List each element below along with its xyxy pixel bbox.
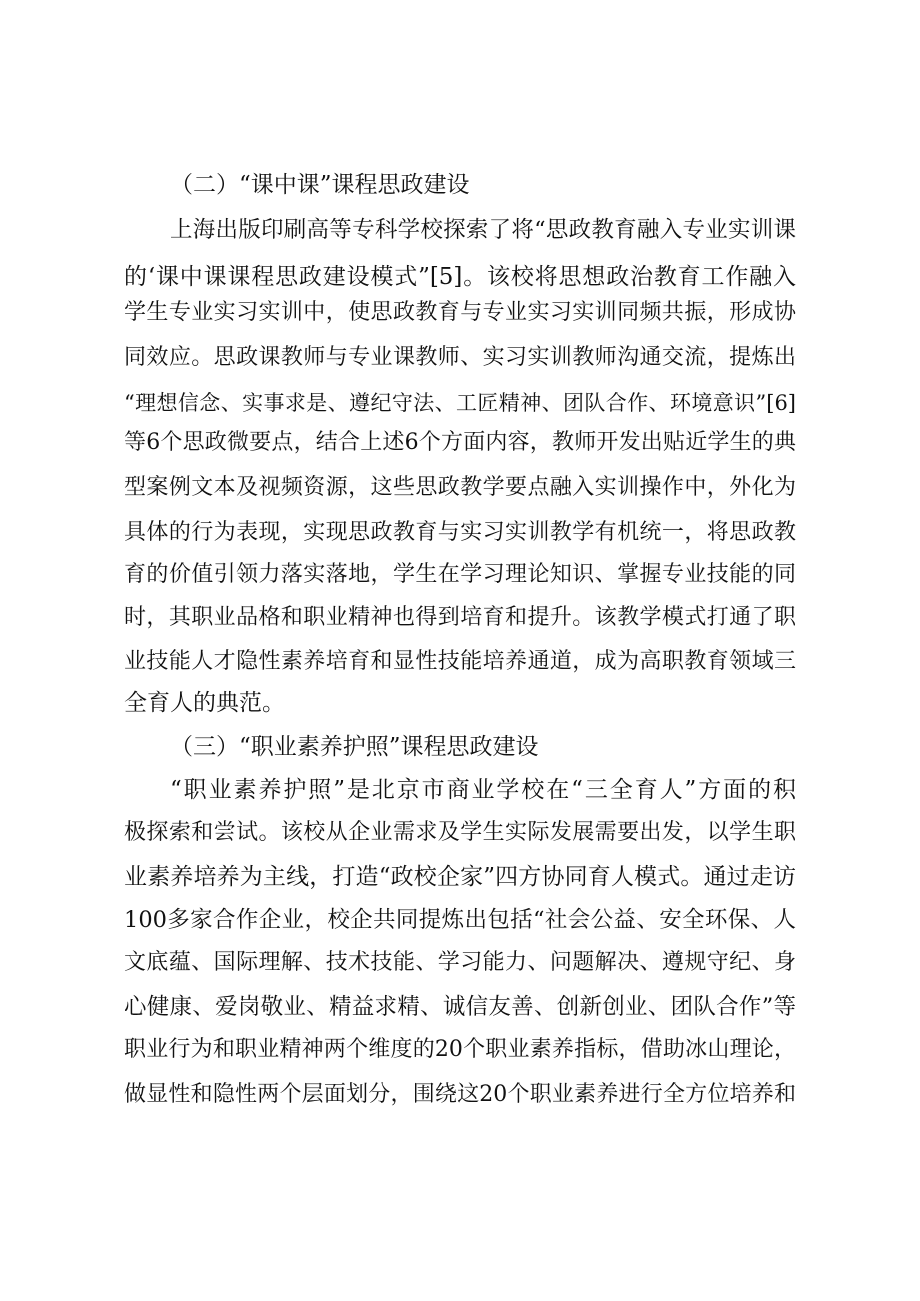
paragraph-line: 上海出版印刷高等专科学校探索了将“思政教育融入专业实训课: [170, 217, 796, 243]
section-heading-2: （二）“课中课”课程思政建设: [170, 172, 470, 198]
paragraph-line: 全育人的典范。: [124, 690, 285, 716]
paragraph-line: 职业行为和职业精神两个维度的20个职业素养指标，借助冰山理论，: [124, 1037, 796, 1062]
paragraph-line: 时，其职业品格和职业精神也得到培育和提升。该教学模式打通了职: [124, 605, 796, 630]
paragraph-line: 业素养培养为主线，打造“政校企家”四方协同育人模式。通过走访: [124, 864, 796, 890]
paragraph-line: “理想信念、实事求是、遵纪守法、工匠精神、团队合作、环境意识”[6]: [124, 391, 796, 415]
paragraph-line: “职业素养护照”是北京市商业学校在“三全育人”方面的积: [170, 777, 796, 803]
paragraph-line: 做显性和隐性两个层面划分，围绕这20个职业素养进行全方位培养和: [124, 1082, 796, 1107]
paragraph-line: 业技能人才隐性素养培育和显性技能培养通道，成为高职教育领域三: [124, 649, 796, 674]
paragraph-line: 的‘课中课课程思政建设模式”[5]。该校将思想政治教育工作融入: [124, 264, 796, 290]
paragraph-line: 极探索和尝试。该校从企业需求及学生实际发展需要出发，以学生职: [124, 820, 796, 845]
paragraph-line: 同效应。思政课教师与专业课教师、实习实训教师沟通交流，提炼出: [124, 345, 796, 370]
paragraph-line: 文底蕴、国际理解、技术技能、学习能力、问题解决、遵规守纪、身: [124, 950, 796, 975]
paragraph-line: 学生专业实习实训中，使思政教育与专业实习实训同频共振，形成协: [124, 300, 796, 325]
paragraph-line: 心健康、爱岗敬业、精益求精、诚信友善、创新创业、团队合作”等: [124, 994, 796, 1020]
paragraph-line: 等6个思政微要点，结合上述6个方面内容，教师开发出贴近学生的典: [124, 430, 796, 455]
paragraph-line: 具体的行为表现，实现思政教育与实习实训教学有机统一，将思政教: [124, 520, 796, 545]
paragraph-line: 型案例文本及视频资源，这些思政教学要点融入实训操作中，外化为: [124, 475, 796, 500]
paragraph-line: 育的价值引领力落实落地，学生在学习理论知识、掌握专业技能的同: [124, 562, 796, 587]
section-heading-3: （三）“职业素养护照”课程思政建设: [170, 734, 539, 760]
paragraph-line: 100多家合作企业，校企共同提炼出包括“社会公益、安全环保、人: [124, 907, 796, 933]
